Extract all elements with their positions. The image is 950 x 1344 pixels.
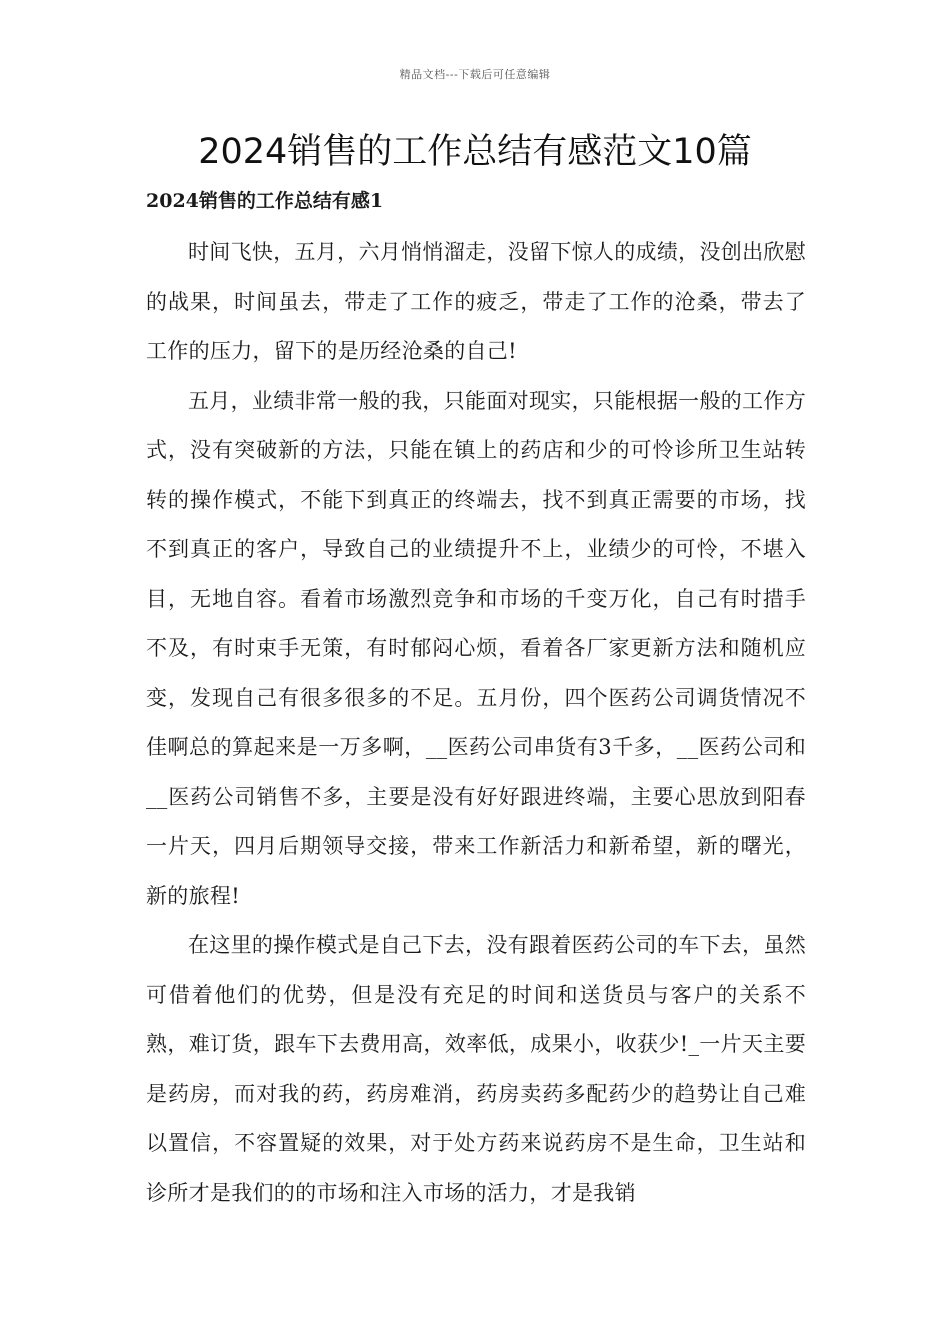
header-note: 精品文档---下载后可任意编辑 [399,68,551,81]
body-paragraph-2: 五月，业绩非常一般的我，只能面对现实，只能根据一般的工作方式，没有突破新的方法，只能在镇上的药店和少的可怜诊所卫生站转转的操作模式，不能下到真正的终端去，找不到真正需要的市场，找不到真正的客户，导致自己的业绩提升不上，业绩少的可怜，不堪入目，无地自容。看着市场激烈竞争和市场的千变万化，自己有时措手不及，有时束手无策，有时郁闷心烦，看着各厂家更新方法和随机应变，发现自己有很多很多的不足。五月份，四个医药公司调货情况不佳啊总的算起来是一万多啊，__医药公司串货有3千多，__医药公司和__医药公司销售不多，主要是没有好好跟进终端，主要心思放到阳春一片天，四月后期领导交接，带来工作新活力和新希望，新的曙光，新的旅程! [146,388,806,908]
body-paragraph-3: 在这里的操作模式是自己下去，没有跟着医药公司的车下去，虽然可借着他们的优势，但是没有充足的时间和送货员与客户的关系不熟，难订货，跟车下去费用高，效率低，成果小，收获少!_一片天主要是药房，而对我的药，药房难消，药房卖药多配药少的趋势让自己难以置信，不容置疑的效果，对于处方药来说药房不是生命，卫生站和诊所才是我们的的市场和注入市场的活力，才是我销 [146,933,806,1205]
section-heading: 2024销售的工作总结有感1 [146,190,384,212]
body-paragraph-1: 时间飞快，五月，六月悄悄溜走，没留下惊人的成绩，没创出欣慰的战果，时间虽去，带走了工作的疲乏，带走了工作的沧桑，带去了工作的压力，留下的是历经沧桑的自己! [146,240,806,363]
document-title: 2024销售的工作总结有感范文10篇 [198,132,752,172]
document-body [146,228,806,1218]
